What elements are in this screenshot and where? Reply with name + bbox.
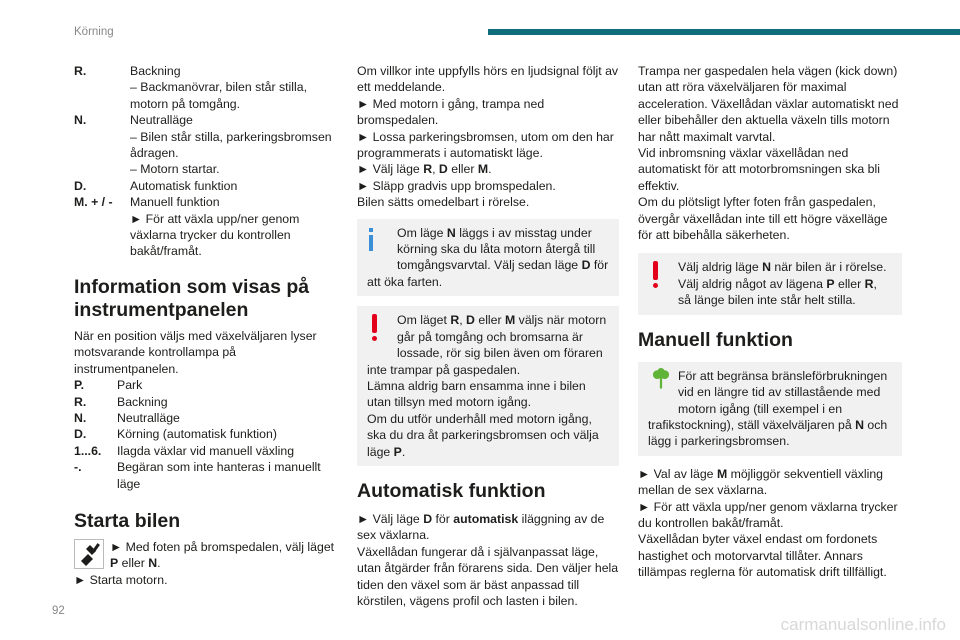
gear-desc: Backning: [130, 64, 181, 78]
gear-list: [74, 63, 336, 260]
mode-p: P: [826, 276, 835, 291]
panel-term: 1...6.: [74, 443, 102, 458]
paragraph: Om villkor inte uppfylls hörs en ljudsignal följt av ett meddelande.: [357, 64, 619, 95]
bold-word: automatisk: [453, 511, 519, 526]
step: ► Släpp gradvis upp bromspedalen.: [357, 178, 556, 193]
step: [638, 466, 902, 499]
gear-term: [74, 79, 130, 112]
text-part: läggs i av misstag under körning ska du låta motorn återgå till tomgångsvarvtal. Välj sedan läge: [397, 225, 596, 273]
watermark: carmanualsonline.info: [780, 615, 946, 634]
mode-p: P: [110, 556, 119, 571]
panel-desc: Neutralläge: [117, 410, 180, 425]
gear-desc: Neutralläge: [130, 113, 193, 128]
gear-term: R.: [74, 64, 87, 78]
text-part: För att begränsa bränsleförbrukningen vid en längre tid av stillastående med motorn igång (till exempel i en trafikstockning), ställ växelväljaren på: [648, 368, 888, 432]
gear-term: [74, 161, 130, 177]
panel-desc: Begäran som inte hanteras i manuellt läge: [117, 460, 321, 491]
step: [357, 161, 619, 177]
step: ► För att växla upp/ner genom växlarna trycker du kontrollen bakåt/framåt.: [638, 499, 898, 530]
text-part: och lägg i parkeringsbromsen.: [648, 417, 888, 449]
text-part: .: [488, 162, 492, 177]
panel-term: D.: [74, 427, 87, 442]
mode-n: N: [762, 260, 771, 275]
warning-icon: [367, 312, 393, 346]
gear-desc: – Backmanövrar, bilen står stilla, motorn på tomgång.: [130, 80, 308, 111]
panel-term: -.: [74, 460, 82, 475]
gear-desc: – Bilen står stilla, parkeringsbromsen ådragen.: [130, 129, 332, 161]
warning-box: [357, 306, 619, 466]
text-part: Om läge: [397, 225, 447, 240]
gear-term: M. + / -: [74, 195, 113, 210]
gear-term: [74, 211, 130, 260]
panel-desc: Backning: [117, 394, 168, 409]
brake-pedal-icon: [74, 539, 104, 569]
text-part: väljs när motorn går på tomgång och bromsarna är lossade, rör sig bilen även om föraren inte trampar på gaspedalen.: [367, 313, 607, 377]
mode-p: P: [393, 444, 402, 459]
heading-instrument-info: Information som visas på instrumentpanelen: [74, 275, 310, 321]
mode-m: M: [716, 466, 728, 481]
warning-text: [648, 259, 892, 308]
mode-n: N: [148, 556, 158, 571]
text-part: , så länge bilen inte står helt stilla.: [678, 276, 877, 308]
text-part: ,: [459, 313, 467, 328]
info-paragraph: När en position väljs med växelväljaren lyser motsvarande kontrollampa på instrumentpanelen.: [74, 328, 317, 376]
panel-desc: Ilagda växlar vid manuell växling: [117, 443, 295, 458]
eco-text: [648, 368, 892, 450]
panel-desc: Park: [117, 378, 143, 393]
text-part: Välj aldrig något av lägena: [678, 276, 827, 291]
gear-desc: – Motorn startar.: [130, 162, 220, 177]
text-part: för att öka farten.: [367, 258, 609, 289]
text-part: .: [157, 556, 161, 571]
text-part: eller: [834, 276, 865, 291]
text-part: möjliggör sekventiell växling mellan de sex växlarna.: [638, 466, 884, 498]
text-part: iläggning av de sex växlarna.: [357, 511, 605, 543]
text-part: Om läget: [397, 313, 451, 328]
text-part: eller: [447, 162, 478, 177]
mode-n: N: [446, 225, 456, 240]
mode-r: R: [423, 162, 433, 177]
text-part: ► Välj läge: [357, 511, 424, 526]
info-box-text: [367, 225, 609, 291]
info-icon: [367, 225, 393, 259]
text-part: .: [401, 444, 406, 459]
paragraph: Vid inbromsning växlar växellådan ned automatiskt för att motorbromsningen ska bli effektiv.: [638, 146, 880, 193]
warning-icon: [648, 259, 674, 293]
page-number: 92: [52, 605, 65, 617]
section-title: Körning: [74, 26, 114, 38]
paragraph: Bilen sätts omedelbart i rörelse.: [357, 195, 530, 210]
column-2: [357, 63, 619, 609]
warning-box: [638, 253, 902, 314]
text-part: när bilen är i rörelse.: [770, 260, 887, 275]
gear-desc: Manuell funktion: [130, 195, 220, 210]
panel-term: N.: [74, 410, 87, 425]
eco-leaf-icon: [648, 368, 674, 402]
gear-term: [74, 129, 130, 162]
start-step-1: [74, 539, 336, 572]
header-accent-bar: [488, 29, 960, 35]
heading-automatic: Automatisk funktion: [357, 479, 546, 502]
panel-list: [74, 377, 336, 492]
mode-d: D: [423, 511, 433, 526]
heading-start-car: Starta bilen: [74, 509, 181, 532]
text-part: eller: [474, 313, 506, 328]
text-part: för: [432, 511, 454, 526]
paragraph: Växellådan fungerar då i självanpassat läge, utan åtgärder från förarens sida. Den väljer hela tiden den växel som är bäst anpassad till körstilen, vägens profil och lasten i bilen.: [357, 544, 619, 608]
warning-text-3: [367, 411, 609, 460]
text-part: ► Välj läge: [357, 162, 424, 177]
step: [357, 511, 619, 544]
panel-term: P.: [74, 378, 85, 393]
warning-text-1: [367, 312, 609, 378]
column-3: [638, 63, 902, 581]
panel-desc: Körning (automatisk funktion): [117, 427, 277, 442]
mode-n: N: [855, 417, 864, 432]
paragraph: Om du plötsligt lyfter foten från gaspedalen, övergår växellådan inte till ett högre växelläge för att bibehålla säkerheten.: [638, 195, 888, 243]
start-step-1-text: ► Med foten på bromspedalen, välj läget: [110, 539, 335, 554]
gear-term: D.: [74, 178, 87, 193]
gear-desc: ► För att växla upp/ner genom växlarna trycker du kontrollen bakåt/framåt.: [130, 211, 300, 259]
info-box: [357, 219, 619, 297]
text-part: ,: [432, 162, 439, 177]
paragraph: Trampa ner gaspedalen hela vägen (kick down) utan att röra växelväljaren för maximal acceleration. Växellådan växlar automatiskt ned eller bibehåller den aktuella växeln tills motorn har nått maximalt varvtal.: [638, 64, 899, 144]
paragraph: Växellådan byter växel endast om fordonets hastighet och motorvarvtal tillåter. Annars tillämpas reglerna för automatisk drift tillfälligt.: [638, 532, 887, 580]
gear-desc: Automatisk funktion: [130, 178, 238, 193]
text-part: ► Val av läge: [638, 466, 717, 481]
heading-manual: Manuell funktion: [638, 328, 793, 351]
mode-d: D: [466, 313, 475, 328]
step: ► Med motorn i gång, trampa ned bromspedalen.: [357, 96, 545, 128]
text-part: eller: [118, 556, 149, 571]
mode-r: R: [450, 313, 460, 328]
start-step-2: ► Starta motorn.: [74, 572, 168, 587]
mode-m: M: [505, 313, 516, 328]
step: ► Lossa parkeringsbromsen, utom om den har programmerats i automatiskt läge.: [357, 129, 614, 161]
text-part: Om du utför underhåll med motorn igång, ska du dra åt parkeringsbromsen och välja läge: [367, 411, 599, 459]
column-1: [74, 63, 336, 588]
text-part: Välj aldrig läge: [678, 260, 763, 275]
warning-text-2: Lämna aldrig barn ensamma inne i bilen utan tillsyn med motorn igång.: [367, 378, 586, 410]
eco-box: [638, 362, 902, 456]
mode-r: R: [864, 276, 874, 291]
panel-term: R.: [74, 394, 87, 409]
mode-d: D: [581, 258, 591, 273]
mode-m: M: [477, 162, 489, 177]
mode-d: D: [438, 162, 448, 177]
gear-term: N.: [74, 113, 87, 128]
